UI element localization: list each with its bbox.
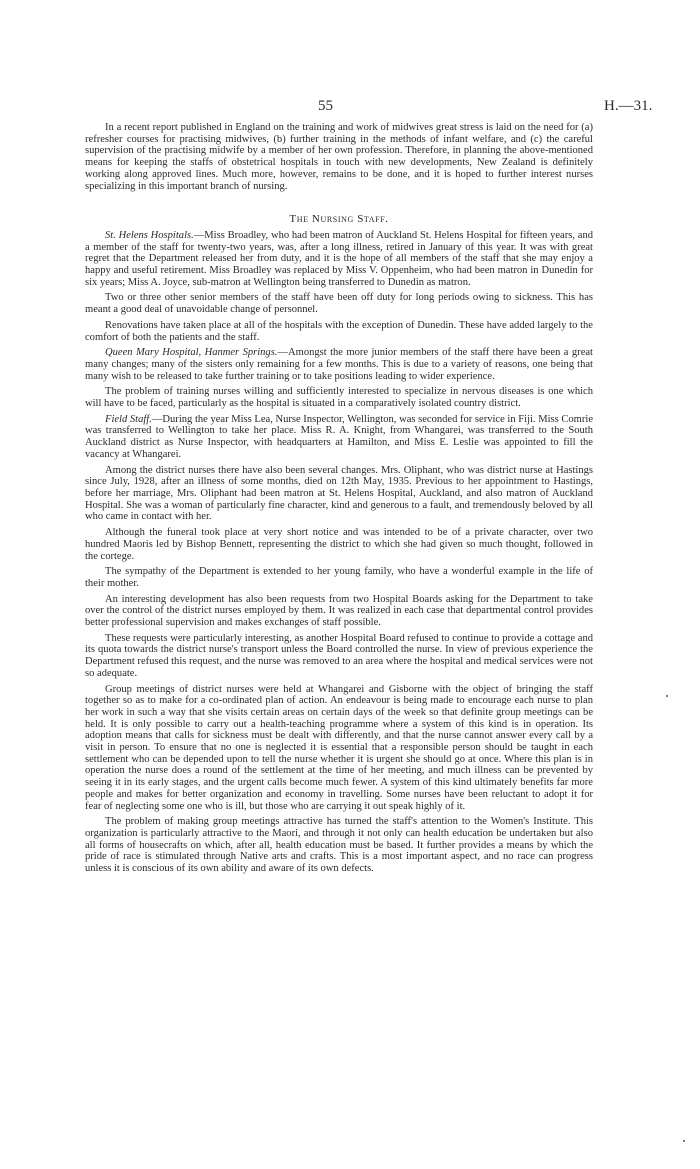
page-header bbox=[0, 98, 700, 118]
paragraph-text: —Amongst the more junior members of the staff there have been a great many changes; many of the sisters only remaining for a few months. This is due to a variety of reasons, one being that many wish to be released to take further training or to take positions leading to wider experience. bbox=[85, 347, 593, 382]
paragraph-text: Group meetings of district nurses were held at Whangarei and Gisborne with the object of bringing the staff together so as to make for a co-ordinated plan of action. An endeavour is being made to encourage each nurse to plan her work in such a way that she visits certain areas on certain days of the week so that definite group meetings can be held. It is only possible to carry out a health-teaching programme where a system of this kind is in operation. Its adoption means that calls for sickness must be dealt with differently, and that the nurse cannot answer every call by a visit in person. To ensure that no one is neglected it is essential that a responsible person should be taught in each settlement who can be depended upon to tell the nurse whether it is urgent she should go at once. Where this plan is in operation the nurse does a round of the settlement at the time of her meeting, and much illness can be prevented by seeing it in its early stages, and the urgent calls become much fewer. A system of this kind ultimately benefits far more people and makes for better organization and economy in travelling. Some nurses have been reluctant to adopt it for fear of neglecting some one who is ill, but those who are carrying it out speak highly of it. bbox=[85, 683, 593, 812]
paragraph bbox=[85, 566, 593, 589]
paragraph-lead-heading: Field Staff. bbox=[105, 413, 152, 425]
paragraph-text: The problem of making group meetings attractive has turned the staff's attention to the Women's Institute. This organization is particularly attractive to the Maori, and through it not only can health education be undertaken but also all forms of housecrafts on which, after all, health education must be based. It further provides a means by which the pride of race is stimulated through Native arts and crafts. This is a most important aspect, and no race can progress unless it is conscious of its own ability and aware of its own defects. bbox=[85, 816, 593, 875]
paragraph-text: —Miss Broadley, who had been matron of Auckland St. Helens Hospital for fifteen years, and a member of the staff for twenty-two years, was, after a long illness, retired in January of this year. It was with great regret that the Department released her from duty, and it is the hope of all members of the staff that she may enjoy a happy and useful retirement. Miss Broadley was replaced by Miss V. Oppenheim, who had been matron in Dunedin for six years; Miss A. Joyce, sub-matron at Wellington being transferred to Dunedin as matron. bbox=[85, 229, 593, 288]
page-number: 55 bbox=[318, 98, 333, 114]
paragraph bbox=[85, 320, 593, 343]
section-title: The Nursing Staff. bbox=[289, 213, 389, 226]
scan-speck bbox=[683, 1140, 685, 1142]
paragraph-text: The problem of training nurses willing and sufficiently interested to specialize in nervous diseases is one which will have to be faced, particularly as the hospital is situated in a comparatively isolated country district. bbox=[85, 386, 593, 410]
scan-speck bbox=[666, 695, 668, 697]
paragraph bbox=[85, 684, 593, 813]
parliamentary-reference: H.—31. bbox=[604, 98, 653, 114]
paragraph-text: Among the district nurses there have also been several changes. Mrs. Oliphant, who was district nurse at Hastings since July, 1928, after an illness of some months, died on 12th May, 1935. Previous to her appointment to Hastings, before her marriage, Mrs. Oliphant had been matron at St. Helens Hospital, Auckland, and also matron of Auckland Hospital. She was a woman of particularly fine character, kind and generous to a fault, and tremendously beloved by all who came in contact with her. bbox=[85, 464, 593, 523]
paragraph bbox=[85, 347, 593, 382]
paragraph-text: The sympathy of the Department is extended to her young family, who have a wonderful example in the life of their mother. bbox=[85, 566, 593, 589]
paragraph-text: These requests were particularly interesting, as another Hospital Board refused to continue to provide a cottage and its quota towards the district nurse's transport unless the Board controlled the nurse. In view of previous experience the Department refused this request, and the nurse was removed to an area where the hospital and medical services were not so adequate. bbox=[85, 632, 593, 679]
paragraph bbox=[85, 527, 593, 562]
section-paragraphs bbox=[85, 230, 593, 875]
body-text bbox=[85, 122, 593, 879]
paragraph bbox=[85, 386, 593, 409]
paragraph bbox=[85, 414, 593, 461]
paragraph-lead-heading: St. Helens Hospitals. bbox=[105, 229, 194, 241]
paragraph bbox=[85, 465, 593, 524]
paragraph bbox=[85, 230, 593, 289]
paragraph bbox=[85, 816, 593, 875]
paragraph-text: Renovations have taken place at all of the hospitals with the exception of Dunedin. These have added largely to the comfort of both the patients and the staff. bbox=[85, 319, 593, 343]
paragraph bbox=[85, 292, 593, 315]
intro-paragraph: In a recent report published in England on the training and work of midwives great stress is laid on the need for (a) refresher courses for practising midwives, (b) further training in the methods of infant welfare, and (c) the careful supervision of the practising midwife by a member of her own profession. Therefore, in planning the above-mentioned means for keeping the staffs of obstetrical hospitals in touch with new developments, New Zealand is definitely working along approved lines. Much more, however, remains to be done, and it is hoped to further interest nurses specializing in this important branch of nursing. bbox=[85, 122, 593, 192]
paragraph-text: Although the funeral took place at very short notice and was intended to be of a private character, over two hundred Maoris led by Bishop Bennett, representing the district to which she had given so much thought, followed in the cortege. bbox=[85, 527, 593, 562]
paragraph-text: Two or three other senior members of the staff have been off duty for long periods owing to sickness. This has meant a good deal of unavoidable change of personnel. bbox=[85, 292, 593, 316]
paragraph-text: An interesting development has also been requests from two Hospital Boards asking for the Department to take over the control of the district nurses employed by them. It was realized in each case that departmental control provides better professional supervision and makes exchanges of staff possible. bbox=[85, 593, 593, 629]
paragraph bbox=[85, 594, 593, 629]
paragraph-lead-heading: Queen Mary Hospital, Hanmer Springs. bbox=[105, 347, 278, 359]
paragraph bbox=[85, 633, 593, 680]
paragraph-text: —During the year Miss Lea, Nurse Inspector, Wellington, was seconded for service in Fiji. Miss Comrie was transferred to Wellington to take her place. Miss R. A. Knight, from Whangarei, was transferred to the South Auckland district as Nurse Inspector, with headquarters at Hamilton, and Miss E. Leslie was appointed to fill the vacancy at Whangarei. bbox=[85, 413, 593, 460]
